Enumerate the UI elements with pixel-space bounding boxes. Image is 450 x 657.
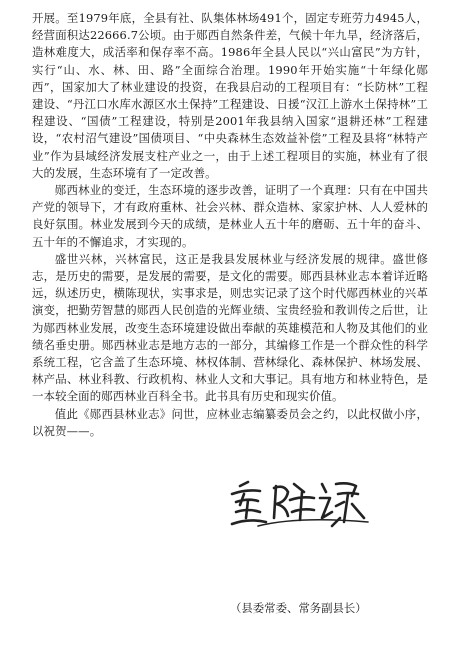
paragraph-1: 开展。至1979年底，全县有社、队集体林场491个，固定专班劳力4945人，经营面积达22666.7公顷。由于郧西自然条件差，气候十年九旱，经济落后，造林难度大，成活率和保存率不高。1986年全县人民以“兴山富民”为方针，实行“山、水、林、田、路”全面综合治理。1990年开始实施“十年绿化郧西”，国家加大了林业建设的投资，在我县启动的工程项目有：“长防林”工程建设、“丹江口水库水源区水土保持”工程建设、日援“汉江上游水土保持林”工程建设、“国债”工程建设，特别是2001年我县纳入国家“退耕还林”工程建设，“农村沼气建设”国债项目、“中央森林生态效益补偿”工程及县将“林特产业”作为县域经济发展支柱产业之一，由于上述工程项目的实施，林业有了很大的发展，生态环境有了一定改善。 <box>32 11 428 180</box>
paragraph-4: 值此《郧西县林业志》问世，应林业志编纂委员会之约，以此权做小序，以祝贺——。 <box>32 406 428 438</box>
paragraph-2: 郧西林业的变迁，生态环境的逐步改善，证明了一个真理：只有在中国共产党的领导下，才有政府重林、社会兴林、群众造林、家家护林、人人爱林的良好氛围。林业发展到今天的成绩，是林业人五十年的磨砺、五十年的奋斗、五十年的不懈追求，才实现的。 <box>32 183 428 249</box>
preface-body <box>32 10 428 440</box>
handwritten-signature <box>218 472 378 532</box>
signer-title: （县委常委、常务副县长） <box>230 601 367 615</box>
paragraph-3: 盛世兴林，兴林富民，这正是我县发展林业与经济发展的规律。盛世修志，是历史的需要，是发展的需要，是文化的需要。郧西县林业志本着详近略远，纵述历史，横陈现状，实事求是，则忠实记录了这个时代郧西林业的兴革演变，把勤劳智慧的郧西人民创造的光辉业绩、宝贵经验和教训传之后世，让为郧西林业发展，改变生态环境建设做出奉献的英雄模范和人物及其他们的业绩名垂史册。郧西林业志是地方志的一部分，其编修工作是一个群众性的科学系统工程，它含盖了生态环境、林权体制、营林绿化、森林保护、林场发展、林产品、林业科教、行政机构、林业人文和大事记。具有地方和林业特色，是一本较全面的郧西林业百科全书。此书具有历史和现实价值。 <box>32 251 428 404</box>
